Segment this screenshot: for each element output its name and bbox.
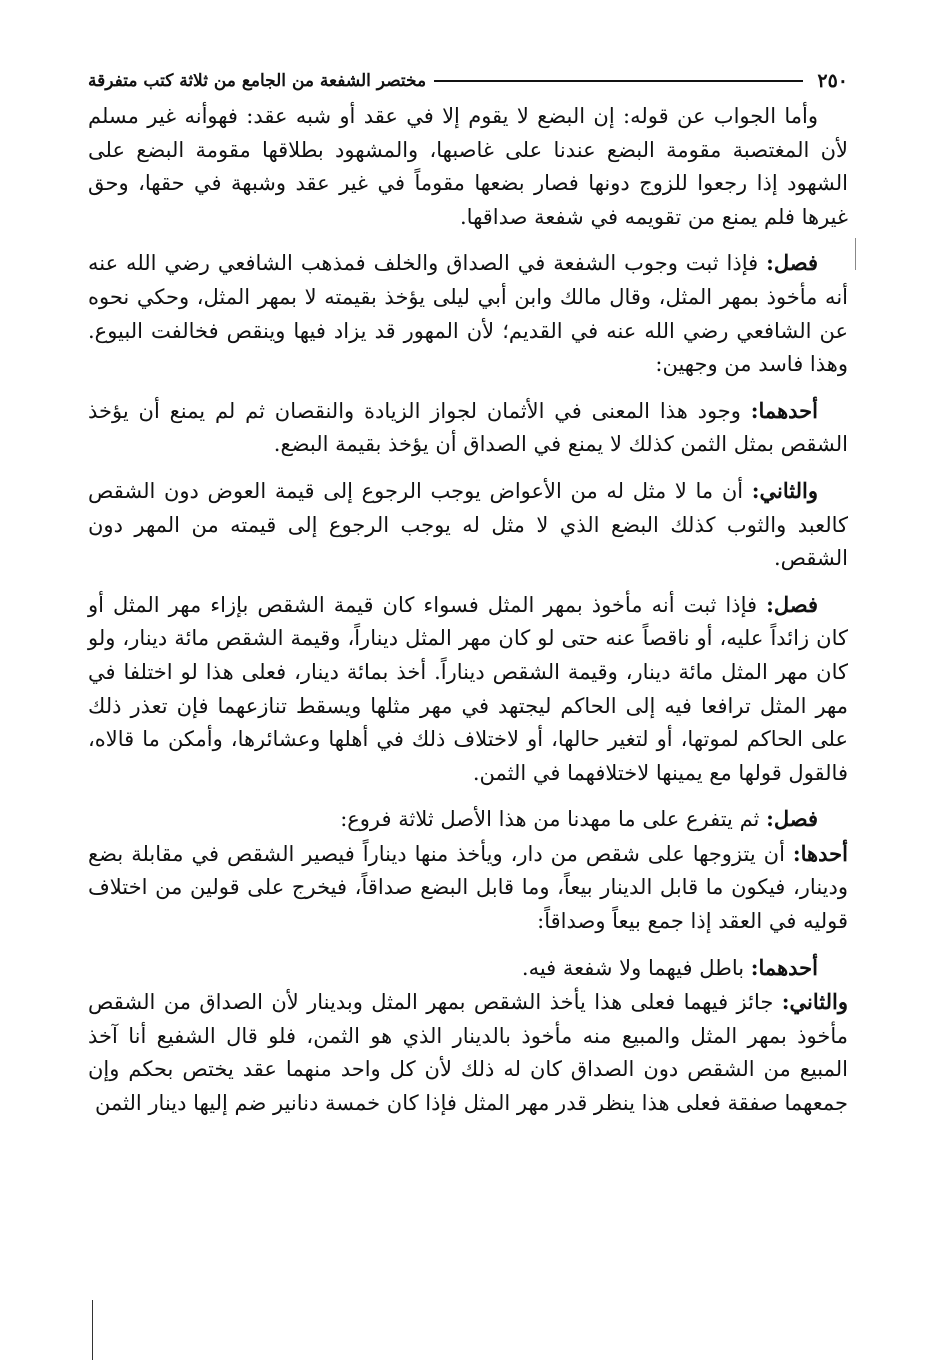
section-label: فصل: <box>766 806 818 832</box>
page-body <box>88 100 848 1121</box>
paragraph-text: وأما الجواب عن قوله: إن البضع لا يقوم إلا في عقد أو شبه عقد: فهوأنه غير مسلم لأن المغتصبة مقومة البضع عندنا على غاصبها، والمشهود بطلاقها مقومة البضع على الشهود إذا رجعوا للزوج دونها فصار بضعها مقوماً في غير عقد وشبهة في حقها، وحق غيرها فلم يمنع من تقويمه في شفعة صداقها. <box>88 104 848 229</box>
page-number: ٢٥٠ <box>817 70 848 92</box>
paragraph <box>88 985 848 1120</box>
scan-margin-mark <box>92 1300 93 1360</box>
paragraph <box>88 951 848 986</box>
paragraph-text: فإذا ثبت وجوب الشفعة في الصداق والخلف فمذهب الشافعي رضي الله عنه أنه مأخوذ بمهر المثل، وقال مالك وابن أبي ليلى يؤخذ بقيمته لا بمهر المثل، وحكي نحوه عن الشافعي رضي الله عنه في القديم؛ لأن المهور قد يزاد فيها وينقص فخالفت البيوع. وهذا فاسد من وجهين: <box>88 251 848 377</box>
paragraph-text: جائز فيهما فعلى هذا يأخذ الشقص بمهر المثل وبدينار لأن الصداق من الشقص مأخوذ بمهر المثل والمبيع منه مأخوذ بالدينار الذي هو الثمن، فلو قال الشفيع أنا آخذ المبيع من الشقص دون الصداق كان له ذلك لأن كل واحد منهما عقد يختص بحكم وإن جمعهما صفقة فعلى هذا ينظر قدر مهر المثل فإذا كان خمسة دنانير ضم إليها دينار الثمن <box>88 990 848 1116</box>
paragraph-text: ثم يتفرع على ما مهدنا من هذا الأصل ثلاثة فروع: <box>340 807 760 832</box>
section-label: أحدهما: <box>750 397 818 423</box>
book-page <box>88 66 848 1336</box>
paragraph <box>88 100 848 234</box>
paragraph <box>88 246 848 381</box>
paragraph-text: أن يتزوجها على شقص من دار، ويأخذ منها ديناراً فيصير الشقص في مقابلة بضع ودينار، فيكون ما قابل الدينار بيعاً، وما قابل البضع صداقاً، فيخرج على قولين من اختلاف قوليه في العقد إذا جمع بيعاً وصداقاً: <box>88 841 848 934</box>
paragraph <box>88 837 848 939</box>
paragraph <box>88 802 848 837</box>
section-label: فصل: <box>766 250 818 276</box>
running-title: مختصر الشفعة من الجامع من ثلاثة كتب متفرقة <box>88 71 427 91</box>
section-label: أحدها: <box>792 840 848 866</box>
header-rule <box>434 80 803 82</box>
section-label: فصل: <box>766 591 818 617</box>
paragraph-text: فإذا ثبت أنه مأخوذ بمهر المثل فسواء كان قيمة الشقص بإزاء مهر المثل أو كان زائداً عليه، أو ناقصاً عنه حتى لو كان مهر المثل ديناراً، وقيمة الشقص مائة دينار، ولو كان مهر المثل مائة دينار، وقيمة الشقص ديناراً. أخذ بمائة دينار، فعلى هذا لو اختلفا في مهر المثل ترافعا فيه إلى الحاكم ليجتهد في مهر مثلها ويسقط تنازعهما فإن تعذر ذلك على الحاكم لموتها، أو لتغير حالها، أو لاختلاف ذلك في أهلها وعشائرها، وأمكن ما قالاه، فالقول قولها مع يمينها لاختلافهما في الثمن. <box>88 592 848 785</box>
paragraph <box>88 394 848 462</box>
paragraph <box>88 474 848 576</box>
section-label: أحدهما: <box>750 954 818 980</box>
running-header <box>88 66 848 96</box>
section-label: والثاني: <box>781 989 848 1015</box>
paragraph-text: باطل فيهما ولا شفعة فيه. <box>521 955 745 980</box>
paragraph-text: وجود هذا المعنى في الأثمان لجواز الزيادة والنقصان ثم لم يمنع أن يؤخذ الشقص بمثل الثمن كذلك لا يمنع في الصداق أن يؤخذ بقيمة البضع. <box>88 398 848 457</box>
section-label: والثاني: <box>751 477 818 503</box>
paragraph <box>88 588 848 791</box>
paragraph-text: أن ما لا مثل له من الأعواض يوجب الرجوع إلى قيمة العوض دون الشقص كالعبد والثوب كذلك البضع الذي لا مثل له يوجب الرجوع إلى قيمته من المهر دون الشقص. <box>88 478 848 571</box>
scan-edge-mark <box>855 238 856 270</box>
